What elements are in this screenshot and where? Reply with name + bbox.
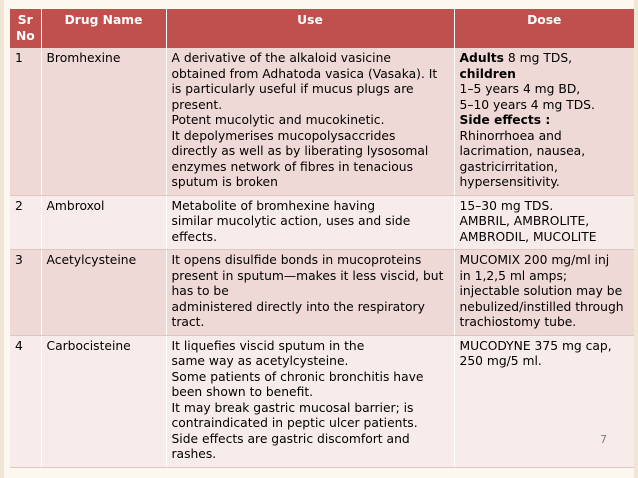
header-use: Use xyxy=(166,9,454,48)
cell-drug-name: Carbocisteine xyxy=(41,335,166,467)
cell-drug-name: Ambroxol xyxy=(41,195,166,250)
cell-sr: 3 xyxy=(10,250,41,336)
side-effects-label: Side effects : xyxy=(459,113,551,127)
table-row xyxy=(10,335,634,467)
dose-adults-label: Adults xyxy=(459,51,504,65)
header-sr-no: Sr No xyxy=(10,9,41,48)
drug-table xyxy=(10,9,634,468)
table-row xyxy=(10,195,634,250)
header-drug-name: Drug Name xyxy=(41,9,166,48)
cell-use: It opens disulfide bonds in mucoproteins present in sputum—makes it less viscid, but has to be administered directly into the respiratory tract. xyxy=(166,250,454,336)
cell-sr: 1 xyxy=(10,48,41,195)
cell-drug-name: Bromhexine xyxy=(41,48,166,195)
table-row xyxy=(10,48,634,195)
cell-dose: Adults 8 mg TDS, children 1–5 years 4 mg BD, 5–10 years 4 mg TDS. Side effects : Rhinorrhoea and lacrimation, nausea, gastricirritation, hypersensitivity. xyxy=(454,48,634,195)
table-header-row xyxy=(10,9,634,48)
cell-dose: MUCOMIX 200 mg/ml inj in 1,2,5 ml amps; injectable solution may be nebulized/instilled through trachiostomy tube. xyxy=(454,250,634,336)
dose-children-label: children xyxy=(459,66,516,81)
cell-dose: 15–30 mg TDS. AMBRIL, AMBROLITE, AMBRODIL, MUCOLITE xyxy=(454,195,634,250)
cell-sr: 2 xyxy=(10,195,41,250)
cell-use: Metabolite of bromhexine having similar mucolytic action, uses and side effects. xyxy=(166,195,454,250)
header-dose: Dose xyxy=(454,9,634,48)
slide-right-edge xyxy=(634,0,638,478)
table-row xyxy=(10,250,634,336)
cell-dose: MUCODYNE 375 mg cap, 250 mg/5 ml. xyxy=(454,335,634,467)
cell-use: A derivative of the alkaloid vasicine obtained from Adhatoda vasica (Vasaka). It is particularly useful if mucus plugs are present. Potent mucolytic and mucokinetic. It depolymerises mucopolysaccrides directly as well as by liberating lysosomal enzymes network of fibres in tenacious sputum is broken xyxy=(166,48,454,195)
page-number: 7 xyxy=(600,433,607,446)
cell-use: It liquefies viscid sputum in the same way as acetylcysteine. Some patients of chronic bronchitis have been shown to benefit. It may break gastric mucosal barrier; is contraindicated in peptic ulcer patients. Side effects are gastric discomfort and rashes. xyxy=(166,335,454,467)
cell-drug-name: Acetylcysteine xyxy=(41,250,166,336)
slide-left-edge xyxy=(0,0,4,478)
cell-sr: 4 xyxy=(10,335,41,467)
